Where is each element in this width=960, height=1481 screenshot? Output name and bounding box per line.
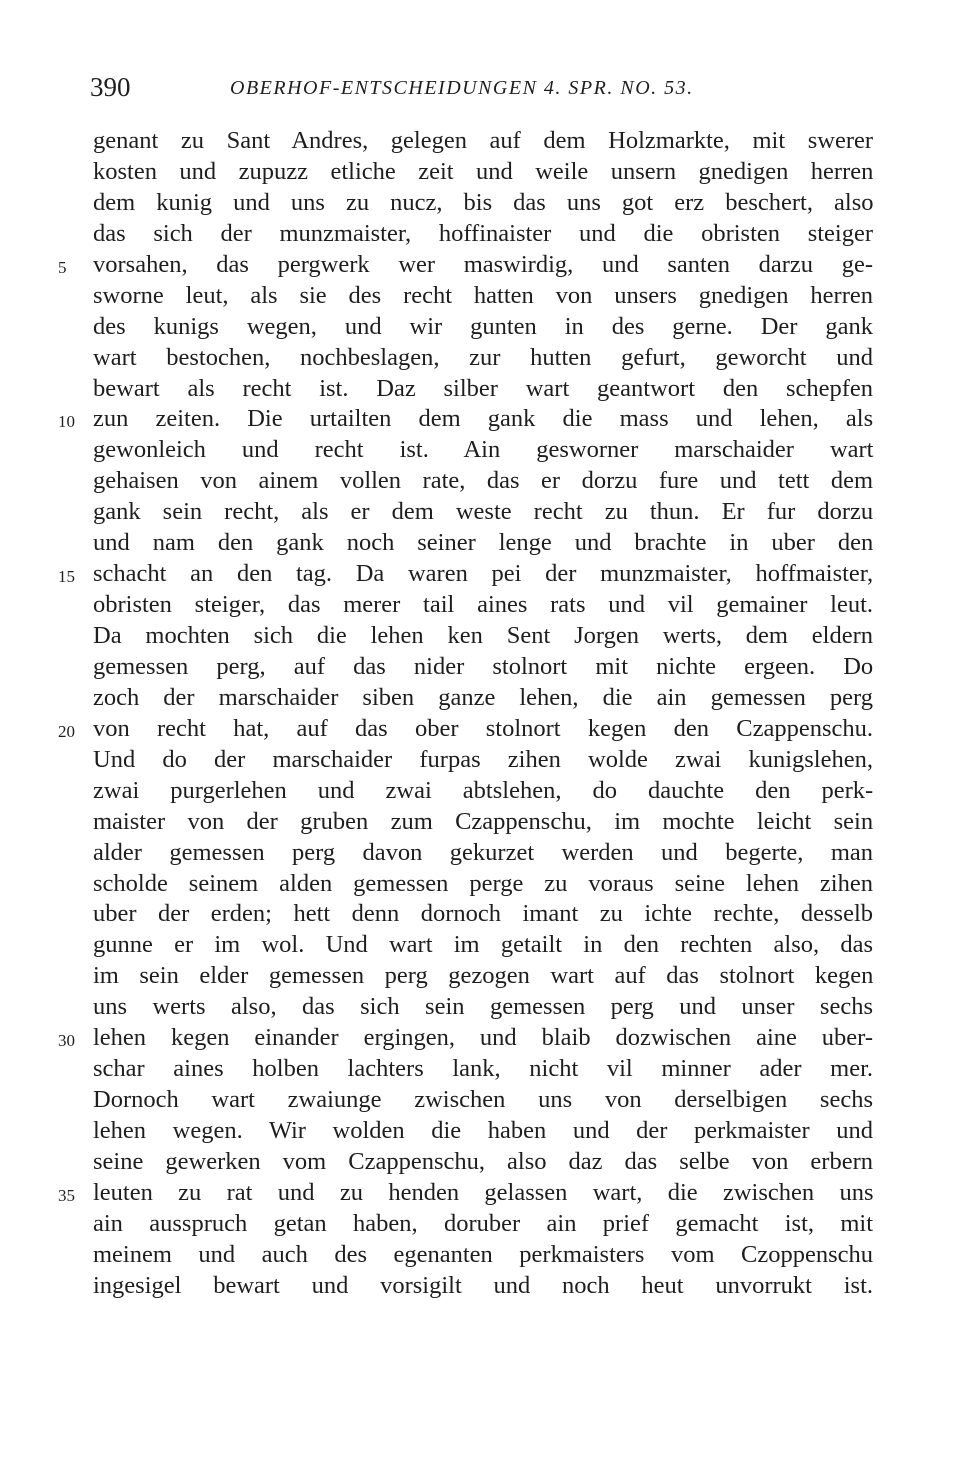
text-line [0,312,960,343]
text-line [0,466,960,497]
line-number: 10 [58,412,75,432]
text-line [0,188,960,219]
line-text: sworne leut, als sie des recht hatten von unsers gnedigen herren [93,281,873,309]
text-line [0,930,960,961]
text-line [0,281,960,312]
line-text: zun zeiten. Die urtailten dem gank die mass und lehen, als [93,405,874,433]
text-line [0,1178,960,1209]
text-line [0,157,960,188]
text-line [0,1240,960,1271]
line-number: 15 [58,567,75,587]
text-line [0,590,960,621]
line-text: Da mochten sich die lehen ken Sent Jorgen werts, dem eldern [93,622,874,649]
text-line [0,250,960,281]
text-line [0,528,960,559]
running-head: OBERHOF-ENTSCHEIDUNGEN 4. SPR. NO. 53. [230,77,694,99]
line-text: Und do der marschaider furpas zihen wolde zwai kunigslehen, [93,745,873,773]
text-line [0,1054,960,1085]
line-text: das sich der munzmaister, hoffinaister und die obristen steiger [93,219,873,247]
line-text: obristen steiger, das merer tail aines rats und vil gemainer leut. [93,591,874,619]
line-text: uber der erden; hett denn dornoch imant zu ichte rechte, desselb [93,900,873,928]
line-text: gunne er im wol. Und wart im getailt in den rechten also, das [93,931,873,959]
line-text: Dornoch wart zwaiunge zwischen uns von derselbigen sechs [93,1086,873,1114]
line-text: ain ausspruch getan haben, doruber ain prief gemacht ist, mit [93,1209,874,1237]
line-text: uns werts also, das sich sein gemessen perg und unser sechs [93,993,873,1021]
line-number: 35 [58,1185,75,1205]
page-number: 390 [90,72,131,102]
line-text: lehen wegen. Wir wolden die haben und der perkmaister und [93,1117,873,1144]
line-text: scholde seinem alden gemessen perge zu voraus seine lehen zihen [93,869,873,897]
text-line [0,1023,960,1054]
line-text: wart bestochen, nochbeslagen, zur hutten gefurt, geworcht und [93,343,874,371]
text-line [0,807,960,838]
text-line [0,497,960,528]
page-header [90,70,880,104]
line-text: dem kunig und uns zu nucz, bis das uns got erz beschert, also [93,188,874,216]
line-number: 20 [58,721,75,741]
text-line [0,776,960,807]
line-text: schar aines holben lachters lank, nicht vil minner ader mer. [93,1055,873,1083]
line-text: seine gewerken vom Czappenschu, also daz das selbe von erbern [93,1147,873,1175]
text-line [0,219,960,250]
text-line [0,1147,960,1178]
text-line [0,1116,960,1147]
line-text: maister von der gruben zum Czappenschu, im mochte leicht sein [93,807,874,835]
text-line [0,961,960,992]
text-line [0,652,960,683]
line-text: leuten zu rat und zu henden gelassen wart, die zwischen uns [93,1178,874,1206]
line-number: 30 [58,1031,75,1051]
line-text: des kunigs wegen, und wir gunten in des gerne. Der gank [93,312,874,340]
text-line [0,683,960,714]
line-text: vorsahen, das pergwerk wer maswirdig, und santen darzu ge- [93,250,873,278]
line-text: gehaisen von ainem vollen rate, das er dorzu fure und tett dem [93,467,873,495]
text-line [0,404,960,435]
text-line [0,992,960,1023]
text-line [0,745,960,776]
text-line [0,126,960,157]
text-line [0,343,960,374]
line-text: und nam den gank noch seiner lenge und brachte in uber den [93,529,874,557]
text-line [0,838,960,869]
text-line [0,374,960,405]
line-number: 5 [58,257,67,277]
line-text: gemessen perg, auf das nider stolnort mit nichte ergeen. Do [93,652,874,680]
text-line [0,435,960,466]
line-text: genant zu Sant Andres, gelegen auf dem Holzmarkte, mit swerer [93,127,874,154]
line-text: zoch der marschaider siben ganze lehen, die ain gemessen perg [93,683,873,711]
text-line [0,621,960,652]
line-text: schacht an den tag. Da waren pei der munzmaister, hoffmaister, [93,560,874,588]
text-line [0,559,960,590]
line-text: im sein elder gemessen perg gezogen wart auf das stolnort kegen [93,962,874,990]
text-line [0,714,960,745]
text-line [0,869,960,900]
line-text: lehen kegen einander ergingen, und blaib dozwischen aine uber- [93,1024,873,1052]
line-text: gank sein recht, als er dem weste recht zu thun. Er fur dorzu [93,498,874,526]
line-text: zwai purgerlehen und zwai abtslehen, do dauchte den perk- [93,776,874,804]
line-text: von recht hat, auf das ober stolnort kegen den Czappenschu. [93,714,873,742]
text-line [0,899,960,930]
text-line [0,1209,960,1240]
text-line [0,1271,960,1302]
line-text: ingesigel bewart und vorsigilt und noch heut unvorrukt ist. [93,1271,873,1299]
text-line [0,1085,960,1116]
line-text: alder gemessen perg davon gekurzet werden und begerte, man [93,838,873,866]
line-text: bewart als recht ist. Daz silber wart geantwort den schepfen [93,374,874,402]
body-text [0,126,960,1302]
line-text: meinem und auch des egenanten perkmaisters vom Czoppenschu [93,1240,873,1268]
line-text: gewonleich und recht ist. Ain gesworner marschaider wart [93,436,874,464]
line-text: kosten und zupuzz etliche zeit und weile unsern gnedigen herren [93,157,874,185]
